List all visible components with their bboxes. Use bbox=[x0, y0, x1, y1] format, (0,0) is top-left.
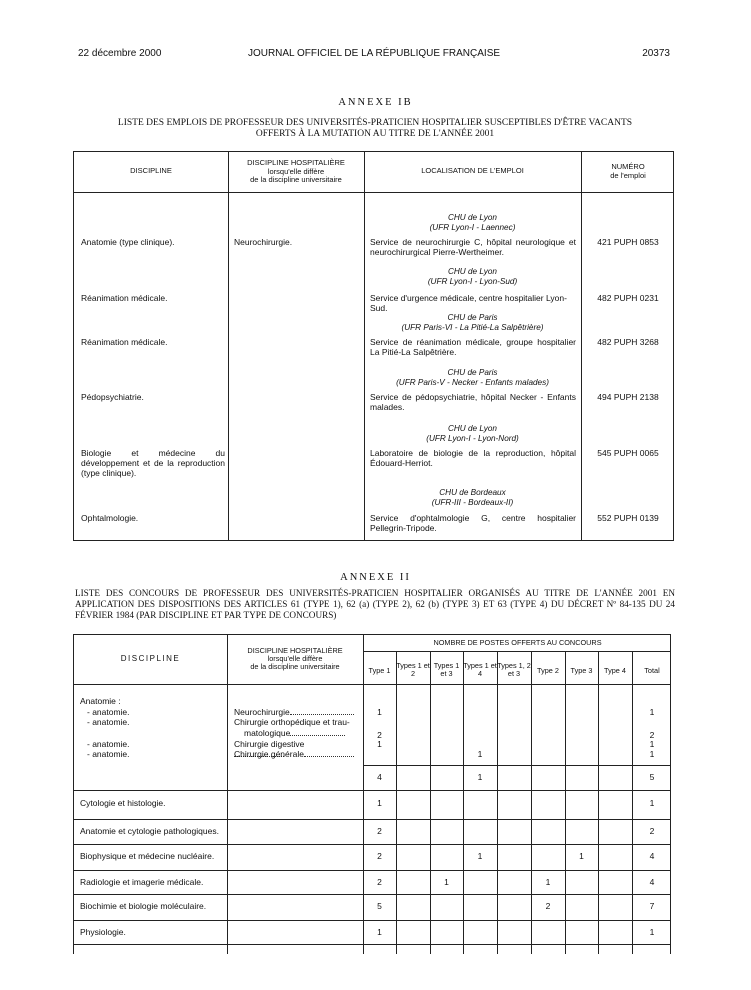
col-localisation: LOCALISATION DE L'EMPLOI bbox=[421, 166, 524, 175]
cell-total: 2 bbox=[649, 826, 655, 836]
col-total: Total bbox=[644, 666, 660, 675]
page-number: 20373 bbox=[642, 48, 670, 59]
col-types14: Types 1 et 4 bbox=[463, 661, 497, 678]
row-number: 482 PUPH 3268 bbox=[597, 337, 659, 347]
cell-t1: 2 bbox=[377, 851, 382, 861]
row-chu bbox=[364, 213, 581, 232]
row-localisation: Service de réanimation médicale, groupe hospitalier La Pitié-La Salpêtrière. bbox=[370, 337, 576, 357]
col-hosp-l1: DISCIPLINE HOSPITALIÈRE bbox=[247, 646, 343, 655]
row-discipline: Cytologie et histologie. bbox=[80, 798, 166, 808]
row-discipline: Anatomie (type clinique). bbox=[81, 237, 175, 247]
row-localisation: Service de neurochirurgie C, hôpital neurologique et neurochirurgical Pierre-Wertheimer. bbox=[370, 237, 576, 257]
col-hosp-l3: de la discipline universitaire bbox=[250, 662, 340, 671]
row-discipline: Ophtalmologie. bbox=[81, 513, 139, 523]
hosp-label: Chirurgie générale bbox=[234, 749, 304, 759]
annex-ii-caption: LISTE DES CONCOURS DE PROFESSEUR DES UNIVERSITÉS-PRATICIEN HOSPITALIER ORGANISÉS AU TITRE DE L'ANNÉE 2001 EN APPLICATION DES DISPOSITIONS DES ARTICLES 61 (TYPE 1), 62 (a) (TYPE 2), 62 (b) (TYPE 3) ET 63 (TYPE 4) DU DÉCRET Nº 84-135 DU 24 FÉVRIER 1984 (PAR DISCIPLINE ET PAR TYPE DE CONCOURS) bbox=[75, 588, 675, 620]
row-number: 494 PUPH 2138 bbox=[597, 392, 659, 402]
col-hosp-l3: de la discipline universitaire bbox=[250, 175, 342, 184]
cell-total: 1 bbox=[649, 798, 655, 808]
row-discipline: Biophysique et médecine nucléaire. bbox=[80, 851, 215, 861]
row-number: 545 PUPH 0065 bbox=[597, 448, 659, 458]
col-num-l2: de l'emploi bbox=[610, 170, 646, 180]
cell-t1: 1 bbox=[377, 927, 382, 937]
col-hosp-discipline bbox=[228, 159, 364, 185]
ufr-name: (UFR Lyon-I - Lyon-Sud) bbox=[427, 276, 518, 286]
cell-total: 4 bbox=[649, 877, 655, 887]
row-discipline: Physiologie. bbox=[80, 927, 126, 937]
annex-ib-title: ANNEXE IB bbox=[338, 97, 413, 108]
hosp-discipline bbox=[234, 707, 354, 717]
cell-t1: 1 bbox=[377, 798, 382, 808]
row-localisation: Service d'urgence médicale, centre hospitalier Lyon-Sud. bbox=[370, 293, 567, 313]
row-localisation: Service d'ophtalmologie G, centre hospitalier Pellegrin-Tripode. bbox=[370, 513, 576, 533]
chu-name: CHU de Lyon bbox=[447, 213, 497, 222]
journal-title: JOURNAL OFFICIEL DE LA RÉPUBLIQUE FRANÇAISE bbox=[247, 48, 501, 59]
cell-type1-sum: 4 bbox=[377, 772, 382, 782]
annex-ii-table bbox=[73, 634, 671, 954]
cell-total: 1 bbox=[649, 707, 655, 717]
anatomie-sub: - anatomie. bbox=[87, 739, 130, 749]
col-num-l1: NUMÉRO bbox=[611, 162, 645, 171]
cell-total-sum: 5 bbox=[649, 772, 655, 782]
annex-ii-title: ANNEXE II bbox=[340, 572, 411, 583]
col-types12: Types 1 et 2 bbox=[396, 661, 430, 678]
ufr-name: (UFR Lyon-I - Laennec) bbox=[429, 222, 516, 232]
cell-t2: 1 bbox=[545, 877, 551, 887]
row-number: 421 PUPH 0853 bbox=[597, 237, 659, 247]
ufr-name: (UFR-III - Bordeaux-II) bbox=[431, 497, 514, 507]
col-discipline: DISCIPLINE bbox=[120, 654, 181, 663]
anatomie-sub: - anatomie. bbox=[87, 749, 130, 759]
row-discipline: Pédopsychiatrie. bbox=[81, 392, 144, 402]
ufr-name: (UFR Lyon-I - Lyon-Nord) bbox=[426, 433, 519, 443]
col-type1: Type 1 bbox=[368, 666, 391, 675]
hosp-discipline bbox=[244, 728, 354, 738]
col-hosp-l1: DISCIPLINE HOSPITALIÈRE bbox=[247, 158, 345, 167]
row-discipline: Biologie et médecine du développement et de la reproduction (type clinique). bbox=[81, 448, 225, 478]
chu-name: CHU de Paris bbox=[447, 313, 498, 322]
cell-t1: 2 bbox=[377, 826, 382, 836]
col-hosp-l2: lorsqu'elle diffère bbox=[267, 654, 323, 663]
annex-ib-table bbox=[73, 151, 674, 541]
col-discipline: DISCIPLINE bbox=[130, 166, 172, 175]
col-types13: Types 1 et 3 bbox=[433, 661, 460, 678]
col-types123: Types 1, 2 et 3 bbox=[497, 661, 531, 678]
cell-total: 4 bbox=[649, 851, 655, 861]
col-group: NOMBRE DE POSTES OFFERTS AU CONCOURS bbox=[433, 638, 602, 647]
cell-total: 1 bbox=[649, 749, 655, 759]
row-discipline: Réanimation médicale. bbox=[81, 337, 168, 347]
row-discipline: Radiologie et imagerie médicale. bbox=[80, 877, 204, 887]
cell-t3: 1 bbox=[579, 851, 584, 861]
hosp-label: Chirurgie digestive bbox=[234, 739, 305, 749]
row-number: 482 PUPH 0231 bbox=[597, 293, 659, 303]
cell-total: 1 bbox=[649, 739, 655, 749]
anatomie-sub: - anatomie. bbox=[87, 717, 130, 727]
row-chu bbox=[364, 313, 581, 332]
hosp-label: matologique bbox=[244, 728, 291, 738]
row-chu bbox=[364, 488, 581, 507]
chu-name: CHU de Bordeaux bbox=[439, 488, 506, 497]
row-localisation: Laboratoire de biologie de la reproduction, hôpital Édouard-Herriot. bbox=[370, 448, 576, 468]
cell-types14-sum: 1 bbox=[477, 772, 483, 782]
hosp-discipline: Chirurgie orthopédique et trau- bbox=[234, 717, 350, 727]
col-hosp-l2: lorsqu'elle diffère bbox=[267, 166, 325, 176]
cell-t2: 2 bbox=[545, 901, 551, 911]
cell-total: 1 bbox=[649, 927, 655, 937]
col-type4: Type 4 bbox=[604, 666, 626, 675]
anatomie-head: Anatomie : bbox=[80, 696, 121, 706]
row-chu bbox=[364, 267, 581, 286]
cell-t14: 1 bbox=[477, 851, 483, 861]
chu-name: CHU de Lyon bbox=[447, 267, 497, 276]
cell-type1: 1 bbox=[377, 707, 382, 717]
cell-total: 7 bbox=[649, 901, 655, 911]
hosp-discipline bbox=[234, 749, 354, 759]
row-discipline: Réanimation médicale. bbox=[81, 293, 168, 303]
cell-t13: 1 bbox=[444, 877, 449, 887]
cell-total: 2 bbox=[649, 730, 655, 740]
row-hosp-discipline: Neurochirurgie. bbox=[234, 237, 293, 247]
ufr-name: (UFR Paris-V - Necker - Enfants malades) bbox=[396, 377, 549, 387]
col-type2: Type 2 bbox=[537, 666, 559, 675]
col-hosp-discipline bbox=[227, 647, 363, 671]
chu-name: CHU de Paris bbox=[447, 368, 498, 377]
issue-date: 22 décembre 2000 bbox=[78, 48, 162, 59]
cell-t1: 2 bbox=[377, 877, 382, 887]
annex-ib-caption-line1: LISTE DES EMPLOIS DE PROFESSEUR DES UNIVERSITÉS-PRATICIEN HOSPITALIER SUSCEPTIBLES D'ÊTRE VACANTS bbox=[117, 118, 633, 128]
row-number: 552 PUPH 0139 bbox=[597, 513, 659, 523]
cell-type1: 1 bbox=[377, 739, 382, 749]
row-discipline: Anatomie et cytologie pathologiques. bbox=[80, 826, 219, 836]
ufr-name: (UFR Paris-VI - La Pitié-La Salpêtrière) bbox=[401, 322, 544, 332]
anatomie-sub: - anatomie. bbox=[87, 707, 130, 717]
cell-types14: 1 bbox=[477, 749, 483, 759]
col-type3: Type 3 bbox=[570, 666, 593, 675]
col-numero bbox=[581, 163, 675, 180]
annex-ib-caption-line2: OFFERTS À LA MUTATION AU TITRE DE L'ANNÉE 2001 bbox=[255, 129, 495, 139]
hosp-label: Neurochirurgie bbox=[234, 707, 290, 717]
row-chu bbox=[364, 368, 581, 387]
row-localisation: Service de pédopsychiatrie, hôpital Necker - Enfants malades. bbox=[370, 392, 576, 412]
chu-name: CHU de Lyon bbox=[447, 424, 497, 433]
annex-ib-caption bbox=[75, 118, 675, 140]
row-chu bbox=[364, 424, 581, 443]
row-discipline: Biochimie et biologie moléculaire. bbox=[80, 901, 207, 911]
cell-t1: 5 bbox=[377, 901, 382, 911]
cell-type1: 2 bbox=[377, 730, 382, 740]
